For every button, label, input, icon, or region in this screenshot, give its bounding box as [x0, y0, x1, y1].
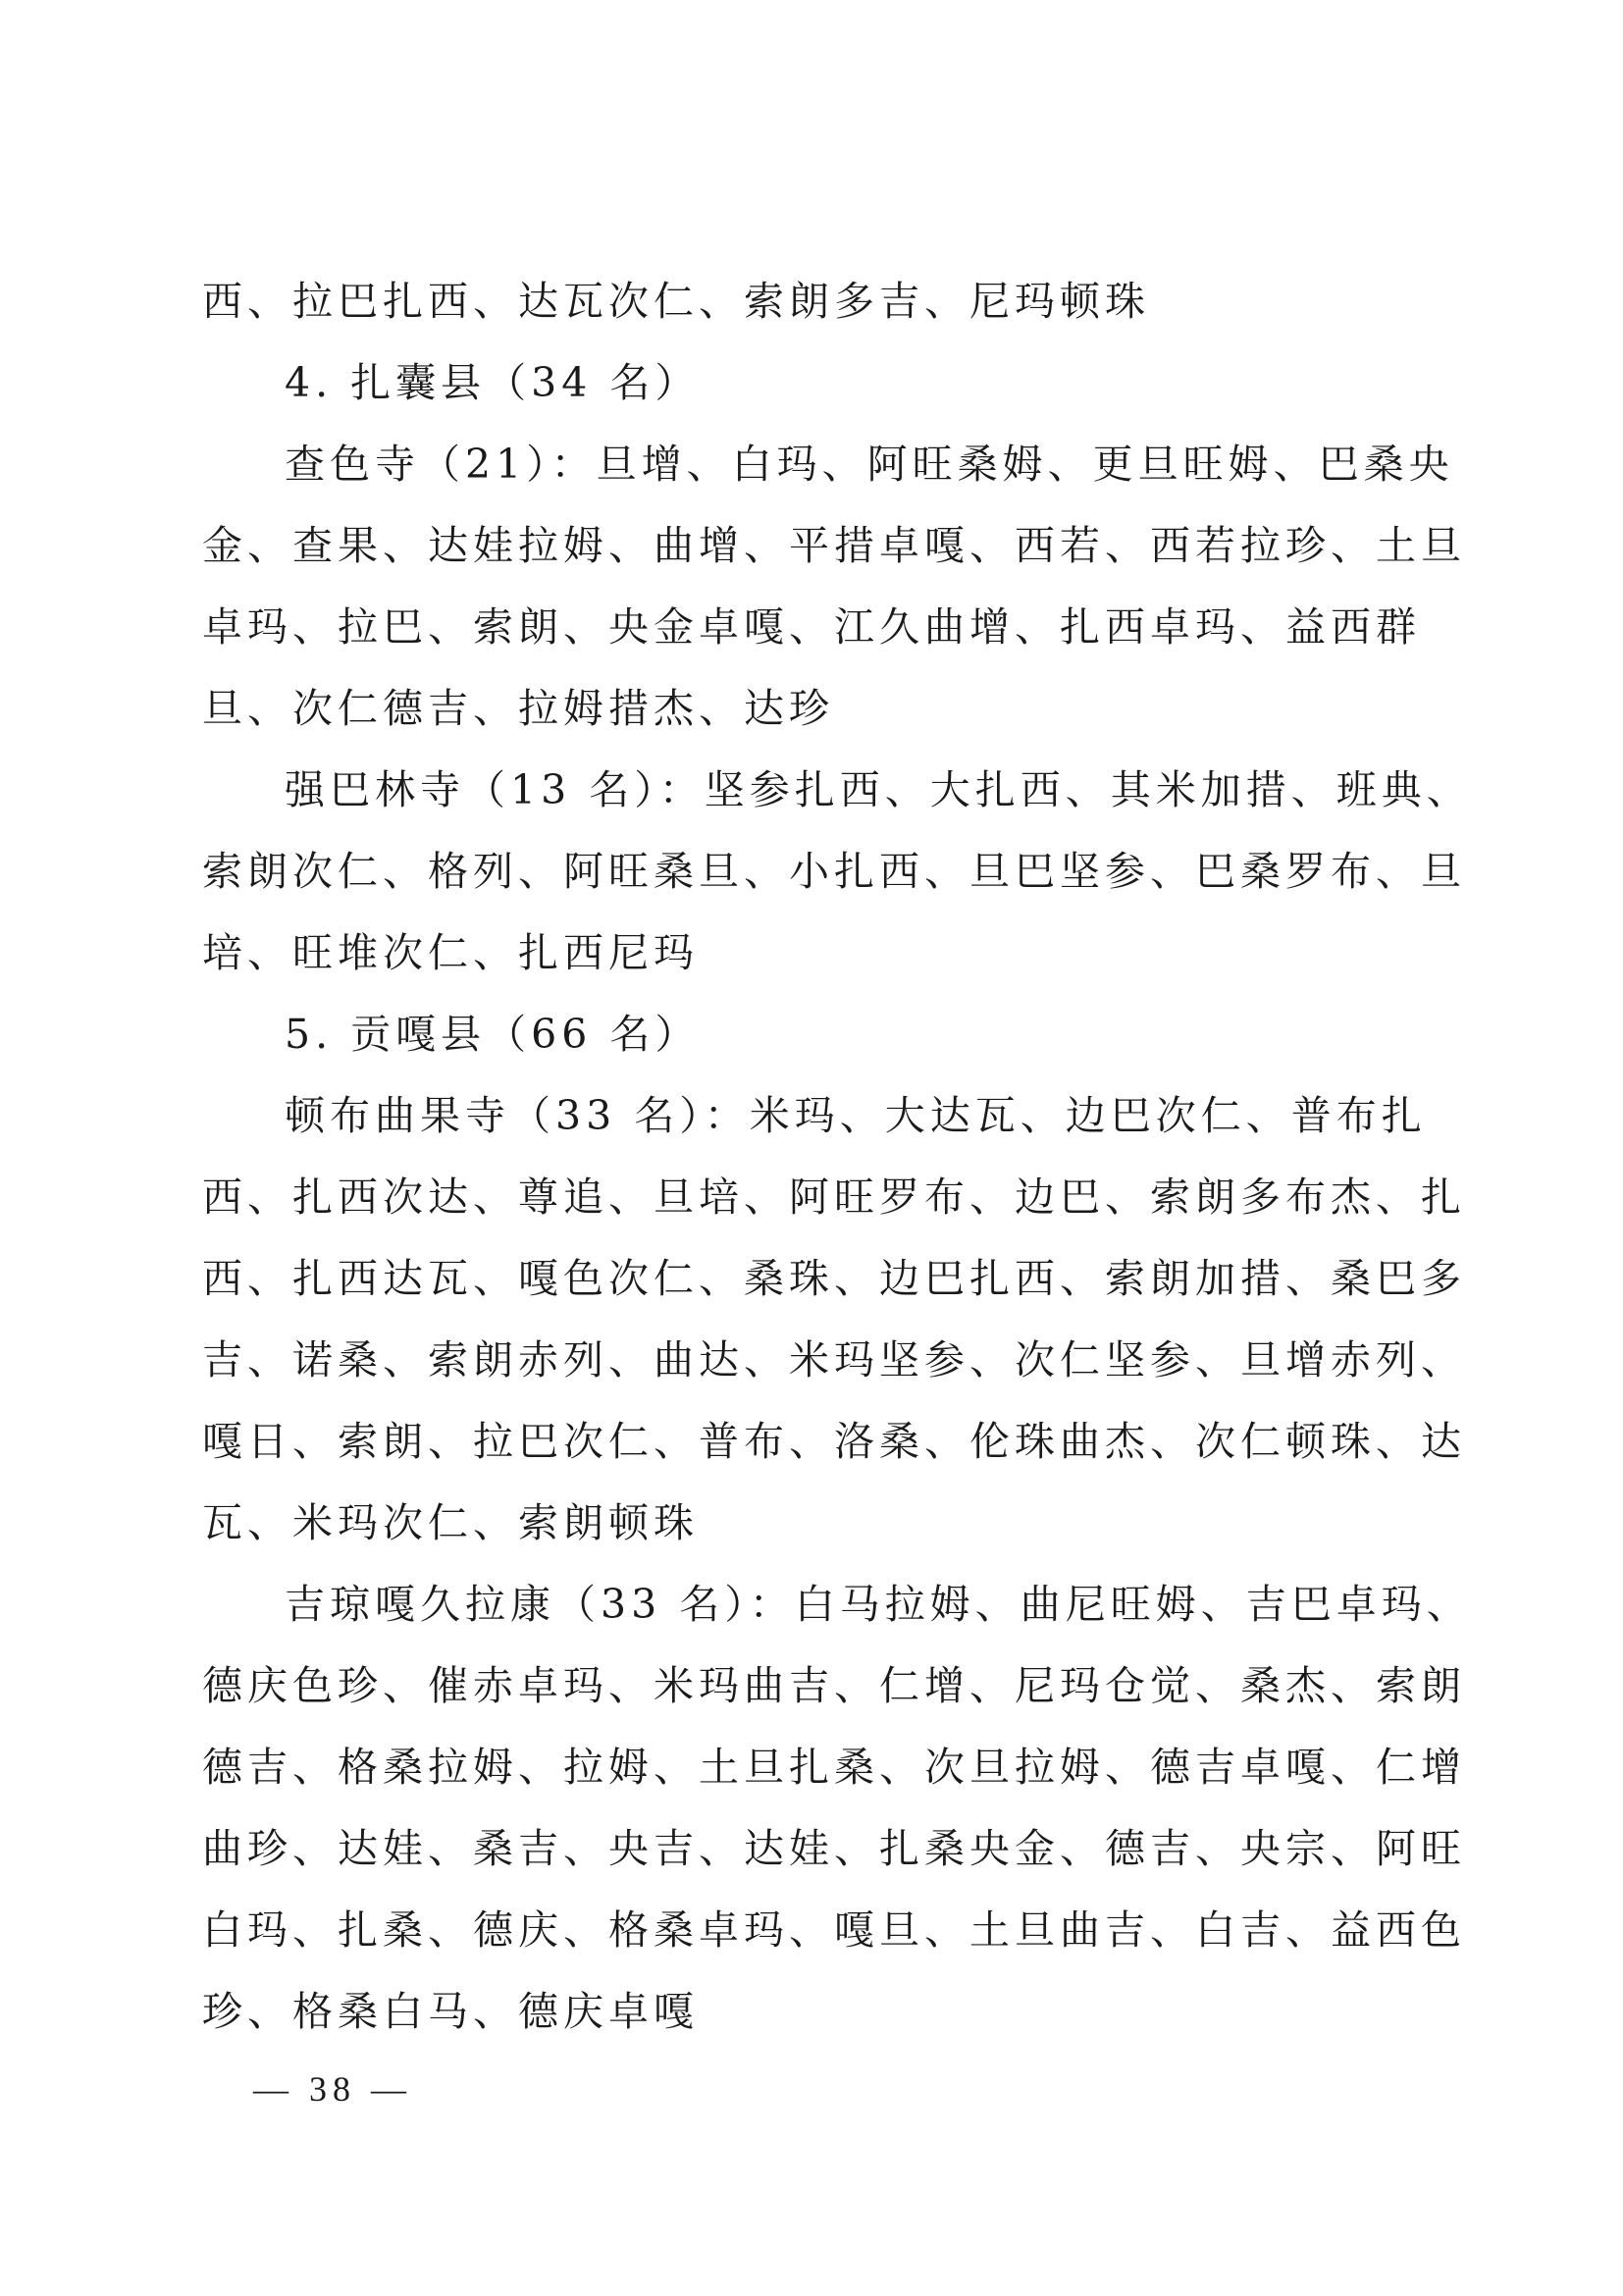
- text-line-15: 嘎日、索朗、拉巴次仁、普布、洛桑、伦珠曲杰、次仁顿珠、达: [202, 1418, 1466, 1465]
- text-line-3: 查色寺（21）：旦增、白玛、阿旺桑姆、更旦旺姆、巴桑央: [285, 441, 1454, 488]
- text-line-4: 金、查果、达娃拉姆、曲增、平措卓嘎、西若、西若拉珍、土旦: [202, 522, 1466, 569]
- text-line-8: 索朗次仁、格列、阿旺桑旦、小扎西、旦巴坚参、巴桑罗布、旦: [202, 848, 1466, 895]
- section-heading-zhanang: 4. 扎囊县（34 名）: [285, 359, 701, 406]
- text-line-19: 德吉、格桑拉姆、拉姆、土旦扎桑、次旦拉姆、德吉卓嘎、仁增: [202, 1744, 1466, 1791]
- text-line-7: 强巴林寺（13 名）：坚参扎西、大扎西、其米加措、班典、: [285, 766, 1472, 813]
- text-line-6: 旦、次仁德吉、拉姆措杰、达珍: [202, 685, 834, 732]
- text-line-14: 吉、诺桑、索朗赤列、曲达、米玛坚参、次仁坚参、旦增赤列、: [202, 1336, 1466, 1383]
- text-line-18: 德庆色珍、催赤卓玛、米玛曲吉、仁增、尼玛仓觉、桑杰、索朗: [202, 1662, 1466, 1709]
- text-line-17: 吉琼嘎久拉康（33 名）：白马拉姆、曲尼旺姆、吉巴卓玛、: [285, 1581, 1472, 1628]
- text-line-21: 白玛、扎桑、德庆、格桑卓玛、嘎旦、土旦曲吉、白吉、益西色: [202, 1906, 1466, 1954]
- text-line-9: 培、旺堆次仁、扎西尼玛: [202, 929, 699, 976]
- text-line-20: 曲珍、达娃、桑吉、央吉、达娃、扎桑央金、德吉、央宗、阿旺: [202, 1825, 1466, 1872]
- text-line-13: 西、扎西达瓦、嘎色次仁、桑珠、边巴扎西、索朗加措、桑巴多: [202, 1255, 1466, 1302]
- text-line-22: 珍、格桑白马、德庆卓嘎: [202, 1988, 699, 2035]
- text-line-12: 西、扎西次达、尊追、旦培、阿旺罗布、边巴、索朗多布杰、扎: [202, 1174, 1466, 1221]
- text-line-5: 卓玛、拉巴、索朗、央金卓嘎、江久曲增、扎西卓玛、益西群: [202, 603, 1421, 651]
- page-number: — 38 —: [253, 2069, 412, 2109]
- text-line-1: 西、拉巴扎西、达瓦次仁、索朗多吉、尼玛顿珠: [202, 278, 1150, 325]
- text-line-16: 瓦、米玛次仁、索朗顿珠: [202, 1499, 699, 1546]
- section-heading-gongga: 5. 贡嘎县（66 名）: [285, 1011, 701, 1058]
- text-line-11: 顿布曲果寺（33 名）：米玛、大达瓦、边巴次仁、普布扎: [285, 1092, 1427, 1139]
